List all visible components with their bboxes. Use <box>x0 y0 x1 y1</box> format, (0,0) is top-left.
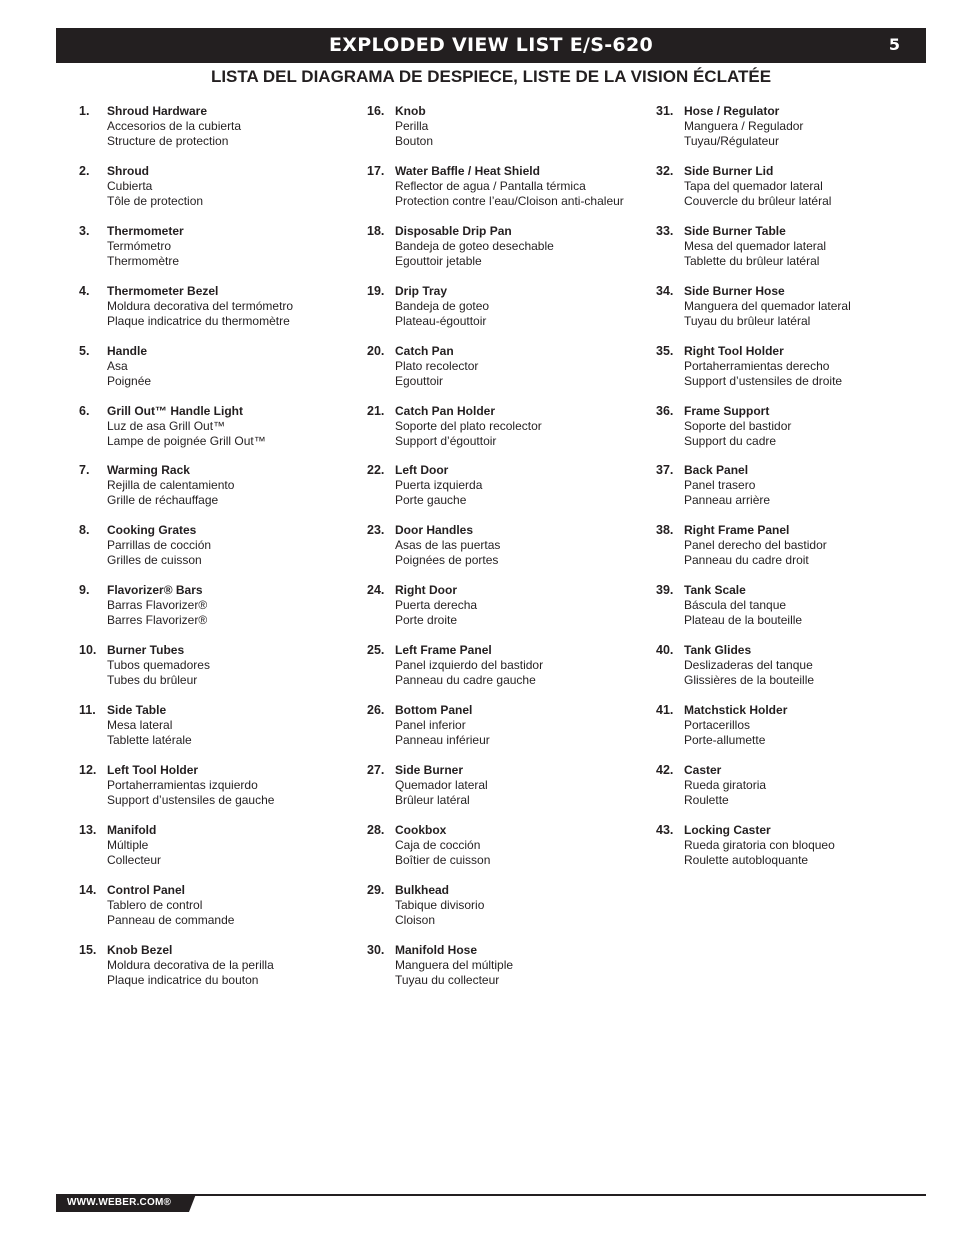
part-number: 16. <box>367 104 385 118</box>
part-name-french: Thermomètre <box>107 253 180 268</box>
part-name-french: Poignées de portes <box>395 553 499 568</box>
part-number: 11. <box>79 703 96 717</box>
part-name-english: Burner Tubes <box>107 643 185 658</box>
part-number: 34. <box>656 283 674 298</box>
part-name-spanish: Quemador lateral <box>395 777 488 792</box>
part-name-french: Support d’égouttoir <box>395 433 497 448</box>
part-number: 7. <box>79 463 90 478</box>
part-name-english: Locking Caster <box>684 822 771 837</box>
part-name-english: Back Panel <box>684 463 749 478</box>
part-names <box>684 463 944 508</box>
part-number: 29. <box>367 882 385 897</box>
part-name-spanish: Rueda giratoria <box>684 777 767 792</box>
part-name-english: Warming Rack <box>107 463 190 478</box>
part-name-english: Left Tool Holder <box>107 762 199 777</box>
part-names <box>684 404 944 449</box>
part-names <box>684 344 944 389</box>
part-names <box>395 523 655 568</box>
part-names <box>107 224 367 269</box>
part-name-english: Knob <box>395 104 426 118</box>
part-names <box>395 883 655 928</box>
part-name-english: Catch Pan <box>395 343 454 358</box>
part-name-spanish: Tapa del quemador lateral <box>684 178 823 193</box>
part-name-spanish: Bandeja de goteo desechable <box>395 238 554 253</box>
part-name-english: Cooking Grates <box>107 523 197 538</box>
part-name-english: Side Table <box>107 703 167 717</box>
part-name-french: Panneau du cadre gauche <box>395 673 536 688</box>
part-name-english: Frame Support <box>684 403 770 418</box>
part-name-spanish: Manguera del múltiple <box>395 957 514 972</box>
part-name-french: Tubes du brûleur <box>107 673 198 688</box>
part-names <box>395 943 655 988</box>
part-name-french: Support d’ustensiles de droite <box>684 373 843 388</box>
part-name-spanish: Rueda giratoria con bloqueo <box>684 837 835 852</box>
part-name-english: Side Burner Table <box>684 223 786 238</box>
part-name-english: Grill Out™ Handle Light <box>107 403 243 418</box>
part-name-french: Lampe de poignée Grill Out™ <box>107 433 266 448</box>
part-name-spanish: Panel izquierdo del bastidor <box>395 658 544 673</box>
part-name-spanish: Plato recolector <box>395 358 479 373</box>
part-name-spanish: Asa <box>107 358 128 373</box>
part-number: 35. <box>656 343 674 358</box>
part-name-french: Tuyau/Régulateur <box>684 134 779 148</box>
part-name-spanish: Soporte del plato recolector <box>395 418 542 433</box>
part-name-french: Plaque indicatrice du bouton <box>107 972 259 987</box>
part-number: 17. <box>367 163 385 178</box>
part-name-french: Tuyau du collecteur <box>395 972 500 987</box>
part-names <box>107 284 367 329</box>
part-number: 12. <box>79 762 97 777</box>
part-names <box>684 164 944 209</box>
part-name-english: Hose / Regulator <box>684 104 780 118</box>
part-names <box>395 643 655 688</box>
part-name-spanish: Manguera del quemador lateral <box>684 298 851 313</box>
part-name-spanish: Panel inferior <box>395 718 466 732</box>
part-name-french: Tablette du brûleur latéral <box>684 253 820 268</box>
part-name-french: Barres Flavorizer® <box>107 613 208 628</box>
part-name-english: Left Door <box>395 463 449 478</box>
part-name-english: Side Burner <box>395 762 464 777</box>
part-number: 13. <box>79 822 97 837</box>
part-name-english: Left Frame Panel <box>395 643 492 658</box>
part-name-french: Egouttoir <box>395 373 444 388</box>
part-names <box>684 284 944 329</box>
part-name-spanish: Accesorios de la cubierta <box>107 119 242 133</box>
part-name-spanish: Bandeja de goteo <box>395 298 490 313</box>
part-name-french: Panneau arrière <box>684 493 771 508</box>
part-names <box>395 164 655 209</box>
part-name-english: Flavorizer® Bars <box>107 583 203 598</box>
part-name-english: Door Handles <box>395 523 474 538</box>
part-name-english: Bulkhead <box>395 882 450 897</box>
part-name-english: Side Burner Lid <box>684 163 774 178</box>
part-name-english: Right Tool Holder <box>684 343 784 358</box>
part-names <box>684 583 944 628</box>
part-number: 28. <box>367 822 385 837</box>
page-number: 5 <box>888 35 900 54</box>
page-subtitle: LISTA DEL DIAGRAMA DE DESPIECE, LISTE DE LA VISION ÉCLATÉE <box>210 67 772 86</box>
part-name-english: Cookbox <box>395 822 447 837</box>
part-name-french: Support d’ustensiles de gauche <box>107 792 275 807</box>
part-names <box>684 523 944 568</box>
part-name-english: Manifold Hose <box>395 942 478 957</box>
part-name-english: Side Burner Hose <box>684 283 785 298</box>
part-name-spanish: Panel trasero <box>684 478 756 493</box>
part-names <box>684 703 944 748</box>
part-name-english: Shroud <box>107 163 149 178</box>
part-name-french: Porte-allumette <box>684 733 766 747</box>
part-names <box>107 583 367 628</box>
part-number: 37. <box>656 463 674 478</box>
part-names <box>395 763 655 808</box>
part-names <box>395 823 655 868</box>
part-names <box>107 463 367 508</box>
part-number: 38. <box>656 523 674 538</box>
part-names <box>107 883 367 928</box>
part-number: 9. <box>79 583 90 598</box>
part-number: 6. <box>79 403 90 418</box>
part-number: 25. <box>367 643 385 658</box>
part-number: 23. <box>367 523 385 538</box>
part-name-spanish: Múltiple <box>107 837 149 852</box>
part-names <box>107 523 367 568</box>
part-name-spanish: Luz de asa Grill Out™ <box>107 418 226 433</box>
part-names <box>395 583 655 628</box>
part-number: 30. <box>367 942 385 957</box>
part-name-spanish: Tablero de control <box>107 897 203 912</box>
part-name-french: Plateau de la bouteille <box>684 613 803 628</box>
part-name-french: Panneau inférieur <box>395 733 490 747</box>
part-number: 21. <box>367 403 385 418</box>
part-number: 20. <box>367 343 385 358</box>
part-names <box>395 404 655 449</box>
part-names <box>107 823 367 868</box>
part-names <box>107 703 367 748</box>
part-name-french: Protection contre l’eau/Cloison anti-chaleur <box>395 193 624 208</box>
part-name-spanish: Asas de las puertas <box>395 538 501 553</box>
part-number: 3. <box>79 223 90 238</box>
part-name-spanish: Tubos quemadores <box>107 658 210 673</box>
part-name-spanish: Cubierta <box>107 178 153 193</box>
part-names <box>107 344 367 389</box>
part-name-english: Thermometer <box>107 223 184 238</box>
part-names <box>684 823 944 868</box>
part-name-spanish: Reflector de agua / Pantalla térmica <box>395 178 586 193</box>
part-name-french: Panneau de commande <box>107 912 235 927</box>
part-number: 14. <box>79 882 97 897</box>
part-name-french: Cloison <box>395 912 436 927</box>
part-name-spanish: Portacerillos <box>684 718 751 732</box>
part-name-english: Matchstick Holder <box>684 703 788 717</box>
page-title: EXPLODED VIEW LIST E/S-620 <box>329 34 653 56</box>
part-name-french: Panneau du cadre droit <box>684 553 809 568</box>
part-number: 24. <box>367 583 385 598</box>
part-name-french: Porte droite <box>395 613 458 628</box>
part-name-french: Collecteur <box>107 852 162 867</box>
part-name-spanish: Puerta izquierda <box>395 478 483 493</box>
part-name-spanish: Deslizaderas del tanque <box>684 658 813 673</box>
part-name-spanish: Perilla <box>395 119 429 133</box>
part-name-french: Tuyau du brûleur latéral <box>684 313 811 328</box>
part-names <box>684 763 944 808</box>
part-name-spanish: Barras Flavorizer® <box>107 598 208 613</box>
part-number: 10. <box>79 643 97 658</box>
part-number: 36. <box>656 403 674 418</box>
part-name-english: Right Frame Panel <box>684 523 790 538</box>
part-number: 8. <box>79 523 90 538</box>
part-name-english: Shroud Hardware <box>107 104 208 118</box>
part-names <box>107 164 367 209</box>
part-name-spanish: Portaherramientas derecho <box>684 358 830 373</box>
part-name-spanish: Mesa del quemador lateral <box>684 238 827 253</box>
part-name-english: Thermometer Bezel <box>107 283 219 298</box>
part-number: 43. <box>656 822 674 837</box>
part-number: 41. <box>656 703 674 717</box>
part-names <box>395 104 655 149</box>
part-names <box>684 104 944 149</box>
part-name-english: Control Panel <box>107 882 186 897</box>
part-name-french: Support du cadre <box>684 433 777 448</box>
part-name-english: Handle <box>107 343 148 358</box>
part-number: 31. <box>656 104 674 118</box>
part-names <box>107 104 367 149</box>
part-names <box>395 284 655 329</box>
footer-url: WWW.WEBER.COM® <box>67 1197 172 1208</box>
part-name-french: Bouton <box>395 134 434 148</box>
part-name-french: Brûleur latéral <box>395 792 470 807</box>
part-number: 15. <box>79 942 97 957</box>
part-name-french: Grilles de cuisson <box>107 553 202 568</box>
part-number: 2. <box>79 163 90 178</box>
part-name-french: Couvercle du brûleur latéral <box>684 193 832 208</box>
part-name-spanish: Mesa lateral <box>107 718 173 732</box>
part-name-english: Knob Bezel <box>107 942 173 957</box>
part-name-french: Roulette <box>684 792 729 807</box>
part-number: 1. <box>79 104 90 118</box>
part-name-spanish: Tabique divisorio <box>395 897 485 912</box>
part-name-spanish: Panel derecho del bastidor <box>684 538 827 553</box>
part-name-english: Drip Tray <box>395 283 448 298</box>
part-number: 5. <box>79 343 90 358</box>
part-names <box>395 344 655 389</box>
part-name-spanish: Soporte del bastidor <box>684 418 792 433</box>
part-names <box>684 643 944 688</box>
part-name-spanish: Rejilla de calentamiento <box>107 478 235 493</box>
part-name-english: Caster <box>684 762 722 777</box>
part-name-french: Poignée <box>107 373 152 388</box>
part-name-english: Right Door <box>395 583 457 598</box>
part-name-french: Grille de réchauffage <box>107 493 219 508</box>
part-names <box>107 943 367 988</box>
part-name-french: Tôle de protection <box>107 193 204 208</box>
part-name-french: Egouttoir jetable <box>395 253 482 268</box>
part-number: 40. <box>656 643 674 658</box>
part-name-french: Plateau-égouttoir <box>395 313 487 328</box>
part-name-english: Tank Scale <box>684 583 746 598</box>
part-number: 4. <box>79 283 90 298</box>
part-number: 33. <box>656 223 674 238</box>
part-name-french: Plaque indicatrice du thermomètre <box>107 313 290 328</box>
part-names <box>395 703 655 748</box>
part-name-french: Porte gauche <box>395 493 467 508</box>
part-number: 42. <box>656 762 674 777</box>
part-name-spanish: Manguera / Regulador <box>684 119 804 133</box>
part-names <box>684 224 944 269</box>
part-name-spanish: Caja de cocción <box>395 837 481 852</box>
part-name-english: Water Baffle / Heat Shield <box>395 163 540 178</box>
part-number: 18. <box>367 223 385 238</box>
part-name-english: Bottom Panel <box>395 703 473 717</box>
part-number: 39. <box>656 583 674 598</box>
part-names <box>107 643 367 688</box>
part-names <box>107 763 367 808</box>
part-name-french: Tablette latérale <box>107 733 192 747</box>
part-number: 27. <box>367 762 385 777</box>
part-number: 22. <box>367 463 385 478</box>
part-name-spanish: Termómetro <box>107 238 172 253</box>
part-name-french: Boîtier de cuisson <box>395 852 491 867</box>
part-number: 32. <box>656 163 674 178</box>
part-name-spanish: Portaherramientas izquierdo <box>107 777 258 792</box>
part-names <box>107 404 367 449</box>
part-name-english: Disposable Drip Pan <box>395 223 512 238</box>
part-names <box>395 463 655 508</box>
part-name-spanish: Puerta derecha <box>395 598 478 613</box>
part-name-spanish: Parrillas de cocción <box>107 538 212 553</box>
part-name-english: Catch Pan Holder <box>395 403 496 418</box>
part-name-english: Tank Glides <box>684 643 752 658</box>
part-name-french: Structure de protection <box>107 134 229 148</box>
part-name-spanish: Moldura decorativa del termómetro <box>107 298 294 313</box>
part-name-english: Manifold <box>107 822 157 837</box>
part-name-spanish: Moldura decorativa de la perilla <box>107 957 274 972</box>
part-name-french: Roulette autobloquante <box>684 852 809 867</box>
part-number: 19. <box>367 283 385 298</box>
part-number: 26. <box>367 703 385 717</box>
part-name-french: Glissières de la bouteille <box>684 673 815 688</box>
part-names <box>395 224 655 269</box>
part-name-spanish: Báscula del tanque <box>684 598 787 613</box>
